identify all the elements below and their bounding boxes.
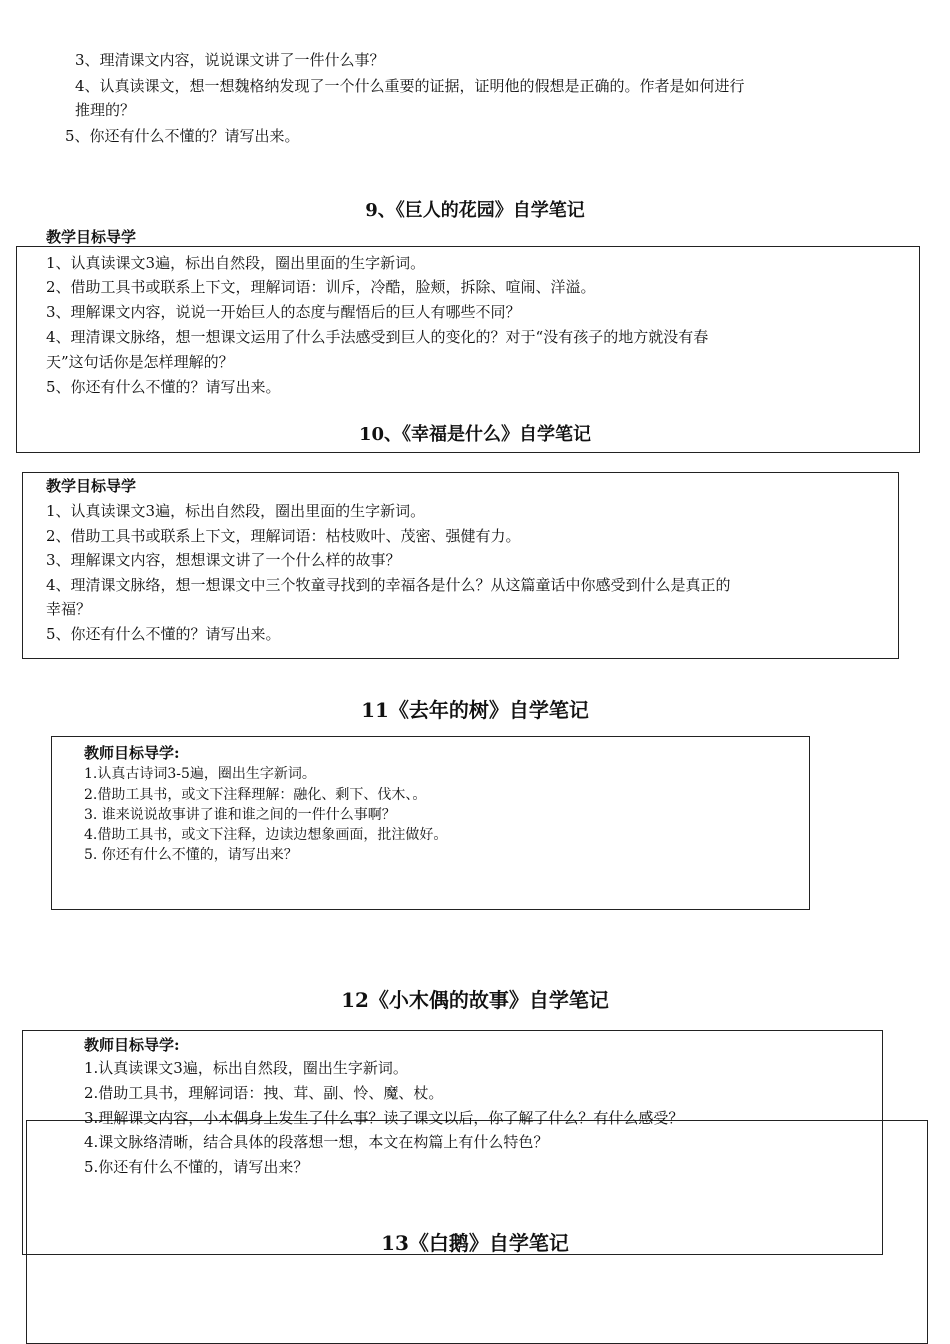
section11-item-5: 5. 你还有什么不懂的，请写出来？	[84, 847, 298, 863]
section12-heading: 教师目标导学:	[84, 1036, 180, 1054]
section10-item-1: 1、认真读课文3遍，标出自然段，圈出里面的生字新词。	[46, 502, 426, 520]
section9-item-2: 2、借助工具书或联系上下文，理解词语：训斥，冷酷，脸颊，拆除、喧闹、洋溢。	[46, 278, 596, 296]
section12-item-4: 4.课文脉络清晰，结合具体的段落想一想，本文在构篇上有什么特色？	[84, 1133, 549, 1151]
section11-title: 11《去年的树》自学笔记	[361, 698, 589, 722]
section12-item-1: 1.认真读课文3遍，标出自然段，圈出生字新词。	[84, 1059, 408, 1077]
top-item-3: 3、理清课文内容，说说课文讲了一件什么事？	[75, 51, 385, 69]
top-item-4: 4、认真读课文，想一想魏格纳发现了一个什么重要的证据，证明他的假想是正确的。作者是如何进行	[75, 77, 745, 95]
section12-item-2: 2.借助工具书，理解词语：拽、茸、副、怜、魔、杖。	[84, 1084, 444, 1102]
top-item-4-cont: 推理的？	[75, 101, 136, 119]
section10-item-2: 2、借助工具书或联系上下文，理解词语：枯枝败叶、茂密、强健有力。	[46, 527, 521, 545]
section10-item-3: 3、理解课文内容，想想课文讲了一个什么样的故事？	[46, 551, 401, 569]
section9-item-4-cont: 天”这句话你是怎样理解的？	[46, 353, 234, 371]
section10-item-4: 4、理清课文脉络，想一想课文中三个牧童寻找到的幸福各是什么？从这篇童话中你感受到什么是真正的	[46, 576, 731, 594]
section9-item-3: 3、理解课文内容，说说一开始巨人的态度与醒悟后的巨人有哪些不同？	[46, 303, 521, 321]
section12-item-3: 3.理解课文内容，小木偶身上发生了什么事？读了课文以后，你了解了什么？有什么感受？	[84, 1109, 684, 1127]
section9-heading: 教学目标导学	[46, 228, 137, 246]
section11-heading: 教师目标导学:	[84, 744, 180, 762]
section11-item-1: 1.认真古诗词3-5遍，圈出生字新词。	[84, 766, 316, 782]
section10-item-4-cont: 幸福？	[46, 600, 92, 618]
section11-item-4: 4.借助工具书，或文下注释，边读边想象画面，批注做好。	[84, 827, 448, 843]
section10-heading: 教学目标导学	[46, 477, 137, 495]
section9-item-5: 5、你还有什么不懂的？请写出来。	[46, 378, 281, 396]
section11-item-2: 2.借助工具书，或文下注释理解：融化、剩下、伐木、。	[84, 787, 427, 803]
section9-title: 9、《巨人的花园》自学笔记	[365, 200, 585, 221]
section13-title: 13《白鹅》自学笔记	[381, 1231, 569, 1255]
section10-item-5: 5、你还有什么不懂的？请写出来。	[46, 625, 281, 643]
section9-item-4: 4、理清课文脉络，想一想课文运用了什么手法感受到巨人的变化的？对于“没有孩子的地方就没有春	[46, 328, 709, 346]
top-item-5: 5、你还有什么不懂的？请写出来。	[65, 127, 300, 145]
section12-title: 12《小木偶的故事》自学笔记	[341, 988, 609, 1012]
section10-title: 10、《幸福是什么》自学笔记	[358, 424, 592, 445]
section11-item-3: 3. 谁来说说故事讲了谁和谁之间的一件什么事啊？	[84, 807, 396, 823]
section9-item-1: 1、认真读课文3遍，标出自然段，圈出里面的生字新词。	[46, 254, 426, 272]
section12-item-5: 5.你还有什么不懂的，请写出来？	[84, 1158, 309, 1176]
